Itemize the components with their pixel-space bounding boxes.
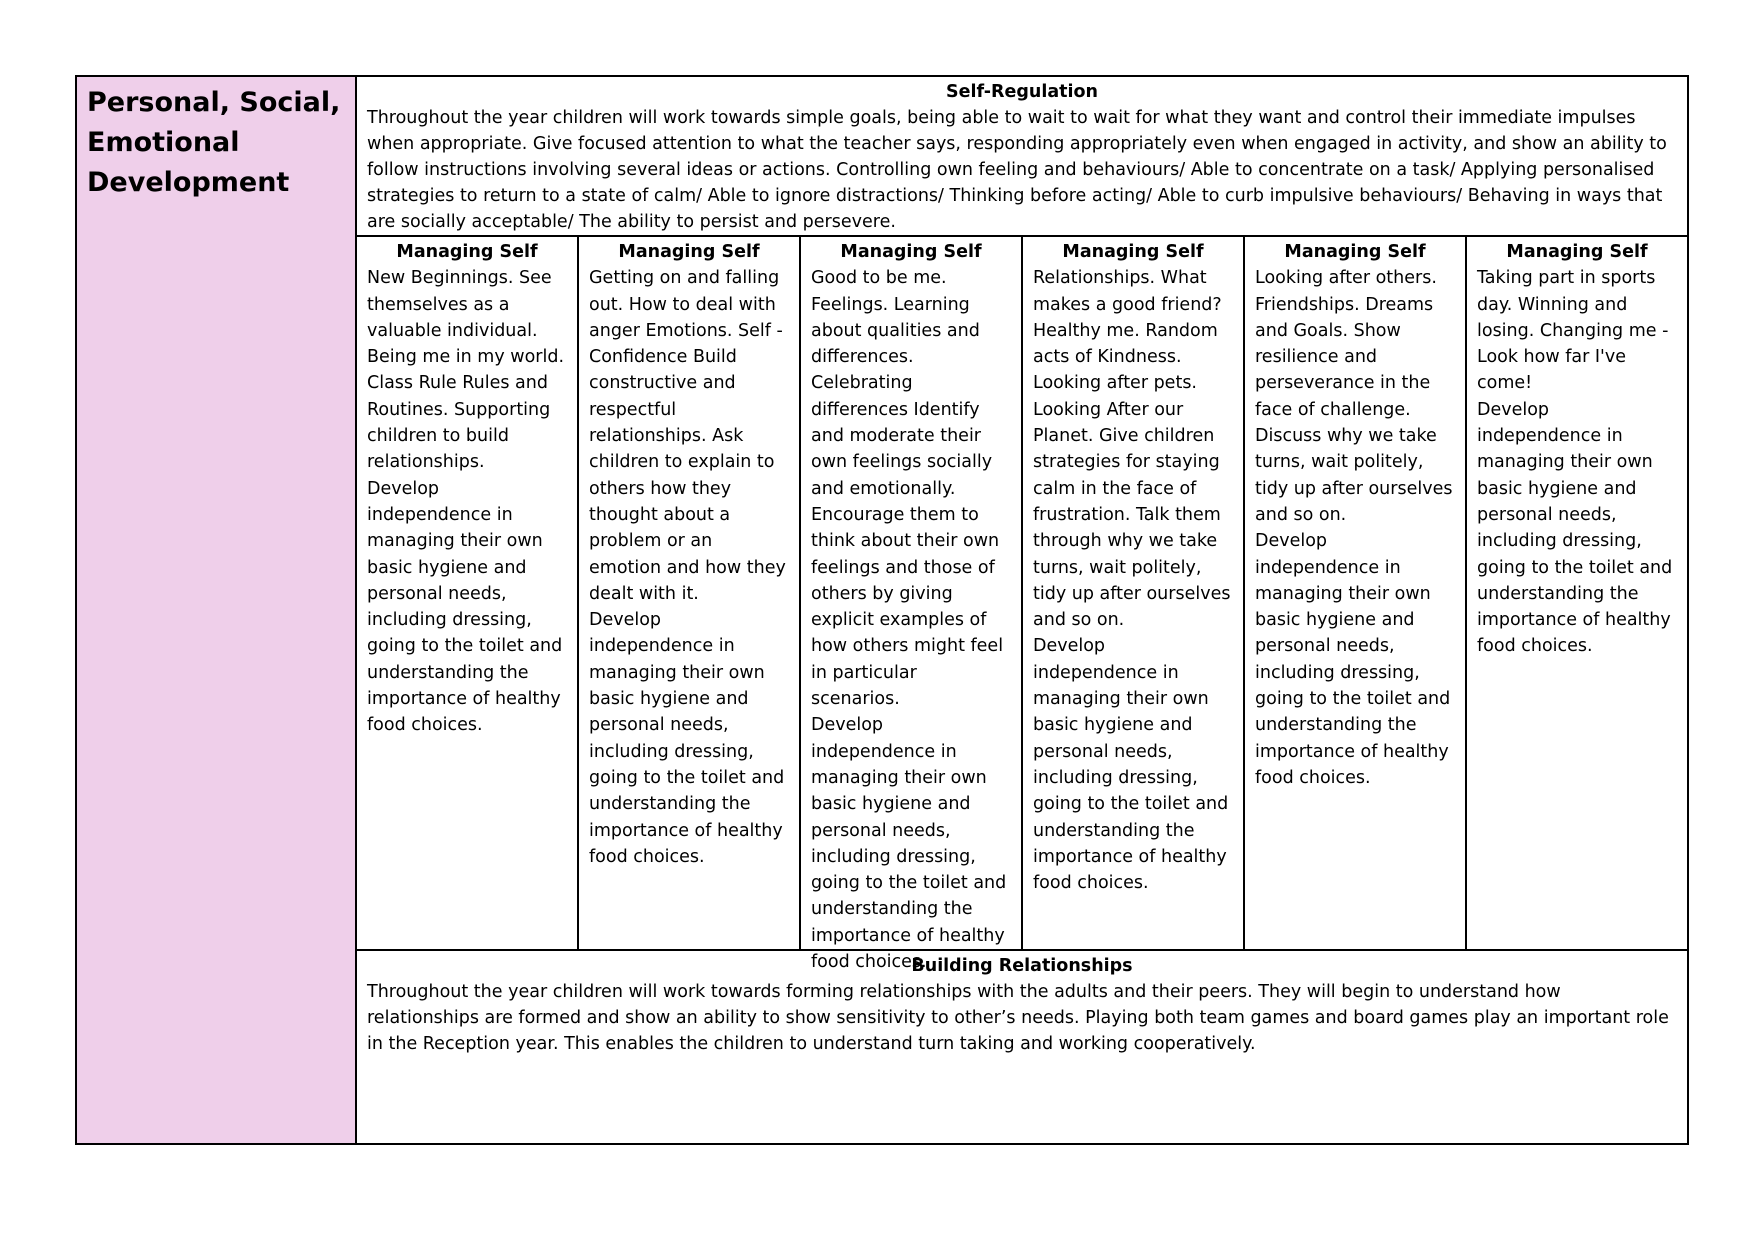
building-relationships-text: Throughout the year children will work towards forming relationships with the adults and their peers. They will begin to understand how relationships are formed and show an ability to show sensitivity to other’s needs. Playing both team games and board games play an important role in the Reception year. This enables the children to understand turn taking and working cooperatively. <box>367 982 1669 1054</box>
managing-self-column-4 <box>1023 237 1245 949</box>
managing-self-column-1 <box>357 237 579 949</box>
managing-self-heading: Managing Self <box>1062 242 1204 262</box>
managing-self-heading: Managing Self <box>1284 242 1426 262</box>
area-cell <box>77 77 357 1143</box>
area-content <box>357 77 1687 1143</box>
managing-self-hygiene-text: Develop independence in managing their own basic hygiene and personal needs, including dressing, going to the toilet and understanding the importance of healthy food choices. <box>1255 531 1451 788</box>
self-regulation-text: Throughout the year children will work towards simple goals, being able to wait to wait for what they want and control their immediate impulses when appropriate. Give focused attention to what the teacher says, responding appropriately even when engaged in activity, and show an ability to follow instructions involving several ideas or actions. Controlling own feeling and behaviours/ Able to concentrate on a task/ Applying personalised strategies to return to a state of calm/ Able to ignore distractions/ Thinking before acting/ Able to curb impulsive behaviours/ Behaving in ways that are socially acceptable/ The ability to persist and persevere. <box>367 108 1667 232</box>
managing-self-hygiene-text: Develop independence in managing their own basic hygiene and personal needs, including dressing, going to the toilet and understanding the importance of healthy food choices. <box>1033 636 1229 894</box>
managing-self-text: Looking after others. Friendships. Dreams and Goals. Show resilience and perseverance in the face of challenge. Discuss why we take turns, wait politely, tidy up after ourselves and so on. <box>1255 268 1453 525</box>
managing-self-heading: Managing Self <box>840 242 982 262</box>
managing-self-column-5 <box>1245 237 1467 949</box>
managing-self-heading: Managing Self <box>1506 242 1648 262</box>
self-regulation-heading: Self-Regulation <box>945 82 1099 102</box>
area-title: Personal, Social, Emotional Development <box>87 87 341 198</box>
managing-self-column-3 <box>801 237 1023 973</box>
managing-self-hygiene-text: Develop independence in managing their own basic hygiene and personal needs, including dressing, going to the toilet and understanding the importance of healthy food choices. <box>1477 399 1673 657</box>
managing-self-column-2 <box>579 237 801 949</box>
managing-self-text: Good to be me. Feelings. Learning about qualities and differences. Celebrating differences Identify and moderate their own feelings socially and emotionally. Encourage them to think about their own feelings and those of others by giving explicit examples of how others might feel in particular scenarios. <box>811 268 1004 710</box>
managing-self-hygiene-text: Develop independence in managing their own basic hygiene and personal needs, including dressing, going to the toilet and understanding the importance of healthy food choices. <box>367 478 563 736</box>
managing-self-text: Getting on and falling out. How to deal with anger Emotions. Self - Confidence Build constructive and respectful relationships. Ask children to explain to others how they thought about a problem or an emotion and how they dealt with it. <box>589 268 786 604</box>
building-relationships-heading: Building Relationships <box>911 956 1133 976</box>
building-relationships-section <box>357 951 1687 1143</box>
managing-self-text: Taking part in sports day. Winning and losing. Changing me - Look how far I've come! <box>1477 268 1669 394</box>
managing-self-heading: Managing Self <box>618 242 760 262</box>
curriculum-table <box>75 75 1689 1145</box>
managing-self-hygiene-text: Develop independence in managing their own basic hygiene and personal needs, including dressing, going to the toilet and understanding the importance of healthy food choices. <box>811 715 1007 973</box>
managing-self-hygiene-text: Develop independence in managing their own basic hygiene and personal needs, including dressing, going to the toilet and understanding the importance of healthy food choices. <box>589 610 785 867</box>
managing-self-text: New Beginnings. See themselves as a valuable individual. Being me in my world. Class Rule Rules and Routines. Supporting children to build relationships. <box>367 268 565 473</box>
managing-self-heading: Managing Self <box>396 242 538 262</box>
managing-self-text: Relationships. What makes a good friend? Healthy me. Random acts of Kindness. Looking after pets. Looking After our Planet. Give children strategies for staying calm in the face of frustration. Talk them through why we take turns, wait politely, tidy up after ourselves and so on. <box>1033 268 1231 631</box>
self-regulation-section <box>357 77 1687 237</box>
managing-self-column-6 <box>1467 237 1687 949</box>
